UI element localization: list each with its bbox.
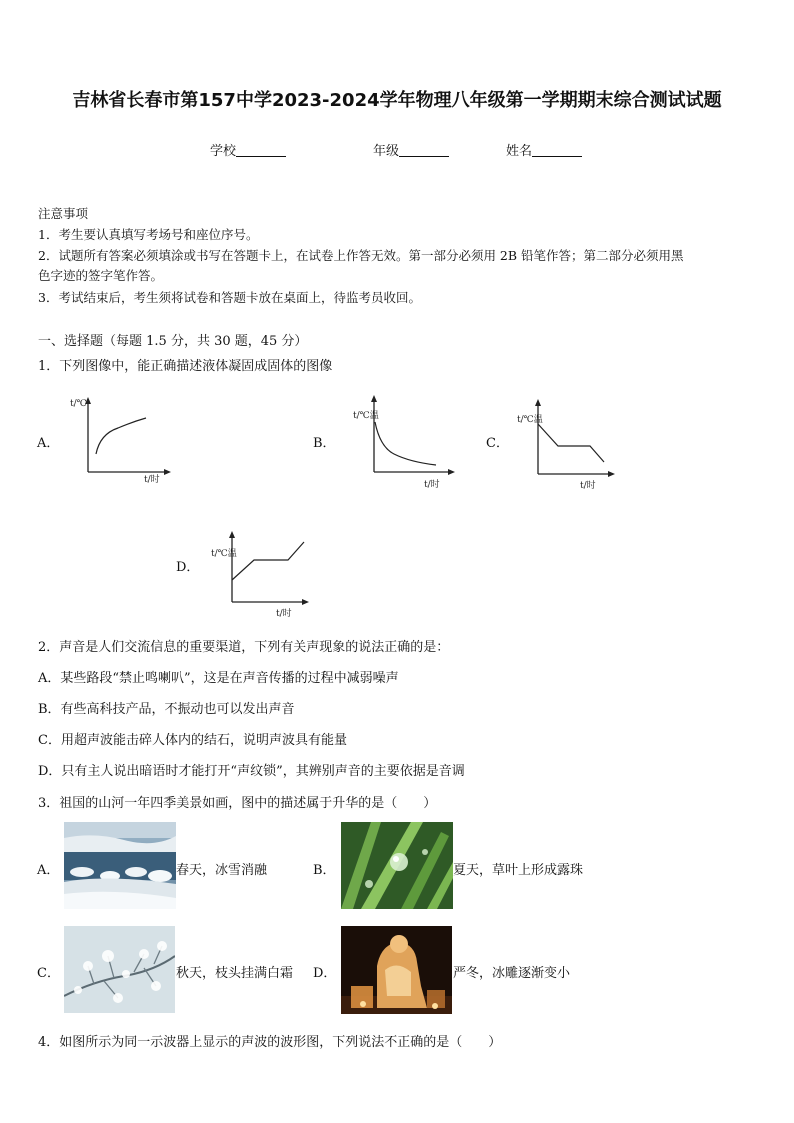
q1-option-b-label[interactable]: B． (313, 436, 336, 451)
q1-graph-b-y-label: t/℃温 (353, 411, 379, 421)
q3-caption-b: 夏天，草叶上形成露珠 (453, 863, 584, 878)
q3-option-b-label[interactable]: B． (313, 863, 336, 878)
section-heading: 一、选择题（每题 1.5 分，共 30 题，45 分） (38, 334, 308, 349)
page-title: 吉林省长春市第157中学2023-2024学年物理八年级第一学期期末综合测试试题 (72, 90, 722, 111)
notice-item: 1．考生要认真填写考场号和座位序号。 (38, 227, 259, 242)
notice-item: 3．考试结束后，考生须将试卷和答题卡放在桌面上，待监考员收回。 (38, 290, 421, 305)
name-field[interactable] (506, 140, 582, 159)
q3-photo-a-ice-melting[interactable] (64, 822, 176, 909)
question-3-stem: 3．祖国的山河一年四季美景如画，图中的描述属于升华的是（ ） (38, 796, 437, 811)
notice-item: 2．试题所有答案必须填涂或书写在答题卡上，在试卷上作答无效。第一部分必须用 2B 铅笔作答；第二部分必须用黑 (38, 248, 684, 263)
q1-graph-c[interactable] (514, 396, 624, 492)
school-field[interactable] (210, 140, 286, 159)
q2-option-a[interactable]: A．某些路段“禁止鸣喇叭”，这是在声音传播的过程中减弱噪声 (38, 671, 399, 686)
q2-option-d[interactable]: D．只有主人说出暗语时才能打开“声纹锁”，其辨别声音的主要依据是音调 (38, 764, 465, 779)
ice-sculpture-image (341, 926, 452, 1014)
q1-graph-d-x-label: t/时 (276, 609, 292, 619)
q3-option-a-label[interactable]: A． (37, 863, 60, 878)
q1-graph-d[interactable] (208, 528, 318, 622)
q3-option-d-label[interactable]: D． (313, 966, 337, 981)
q1-graph-a-x-label: t/时 (144, 475, 160, 484)
q1-option-d-label[interactable]: D． (176, 560, 200, 575)
ice-melting-image (64, 822, 176, 909)
q1-option-c-label[interactable]: C． (486, 436, 509, 451)
notice-heading: 注意事项 (38, 206, 89, 221)
q1-graph-c-x-label: t/时 (580, 481, 596, 491)
question-1-stem: 1．下列图像中，能正确描述液体凝固成固体的图像 (38, 359, 333, 374)
grade-blank[interactable] (399, 143, 449, 157)
q3-photo-d-ice-sculpture[interactable] (341, 926, 452, 1014)
name-blank[interactable] (532, 143, 582, 157)
q1-graph-b[interactable] (350, 392, 460, 490)
school-blank[interactable] (236, 143, 286, 157)
school-label: 学校 (210, 144, 237, 159)
q3-caption-c: 秋天，枝头挂满白霜 (176, 966, 294, 981)
dew-drop-image (341, 822, 453, 909)
q1-graph-b-x-label: t/时 (424, 480, 440, 490)
q2-option-c[interactable]: C．用超声波能击碎人体内的结石，说明声波具有能量 (38, 733, 347, 748)
q3-caption-a: 春天，冰雪消融 (176, 863, 268, 878)
q1-graph-d-y-label: t/℃温 (211, 549, 237, 559)
frost-branch-image (64, 926, 175, 1013)
q1-option-a-label[interactable]: A． (37, 436, 60, 451)
grade-label: 年级 (373, 144, 400, 159)
q3-caption-d: 严冬，冰雕逐渐变小 (453, 966, 571, 981)
grade-field[interactable] (373, 140, 449, 159)
q1-graph-a[interactable] (66, 394, 176, 484)
notice-item: 色字迹的签字笔作答。 (38, 268, 164, 283)
name-label: 姓名 (506, 144, 533, 159)
q3-photo-b-dew[interactable] (341, 822, 453, 909)
q3-photo-c-frost[interactable] (64, 926, 175, 1013)
q1-graph-a-y-label: t/℃ (70, 399, 87, 409)
q2-option-b[interactable]: B．有些高科技产品，不振动也可以发出声音 (38, 702, 295, 717)
question-2-stem: 2．声音是人们交流信息的重要渠道，下列有关声现象的说法正确的是： (38, 640, 450, 655)
q1-graph-c-y-label: t/℃温 (517, 415, 543, 425)
q3-option-c-label[interactable]: C． (37, 966, 60, 981)
question-4-stem: 4．如图所示为同一示波器上显示的声波的波形图，下列说法不正确的是（ ） (38, 1035, 502, 1050)
